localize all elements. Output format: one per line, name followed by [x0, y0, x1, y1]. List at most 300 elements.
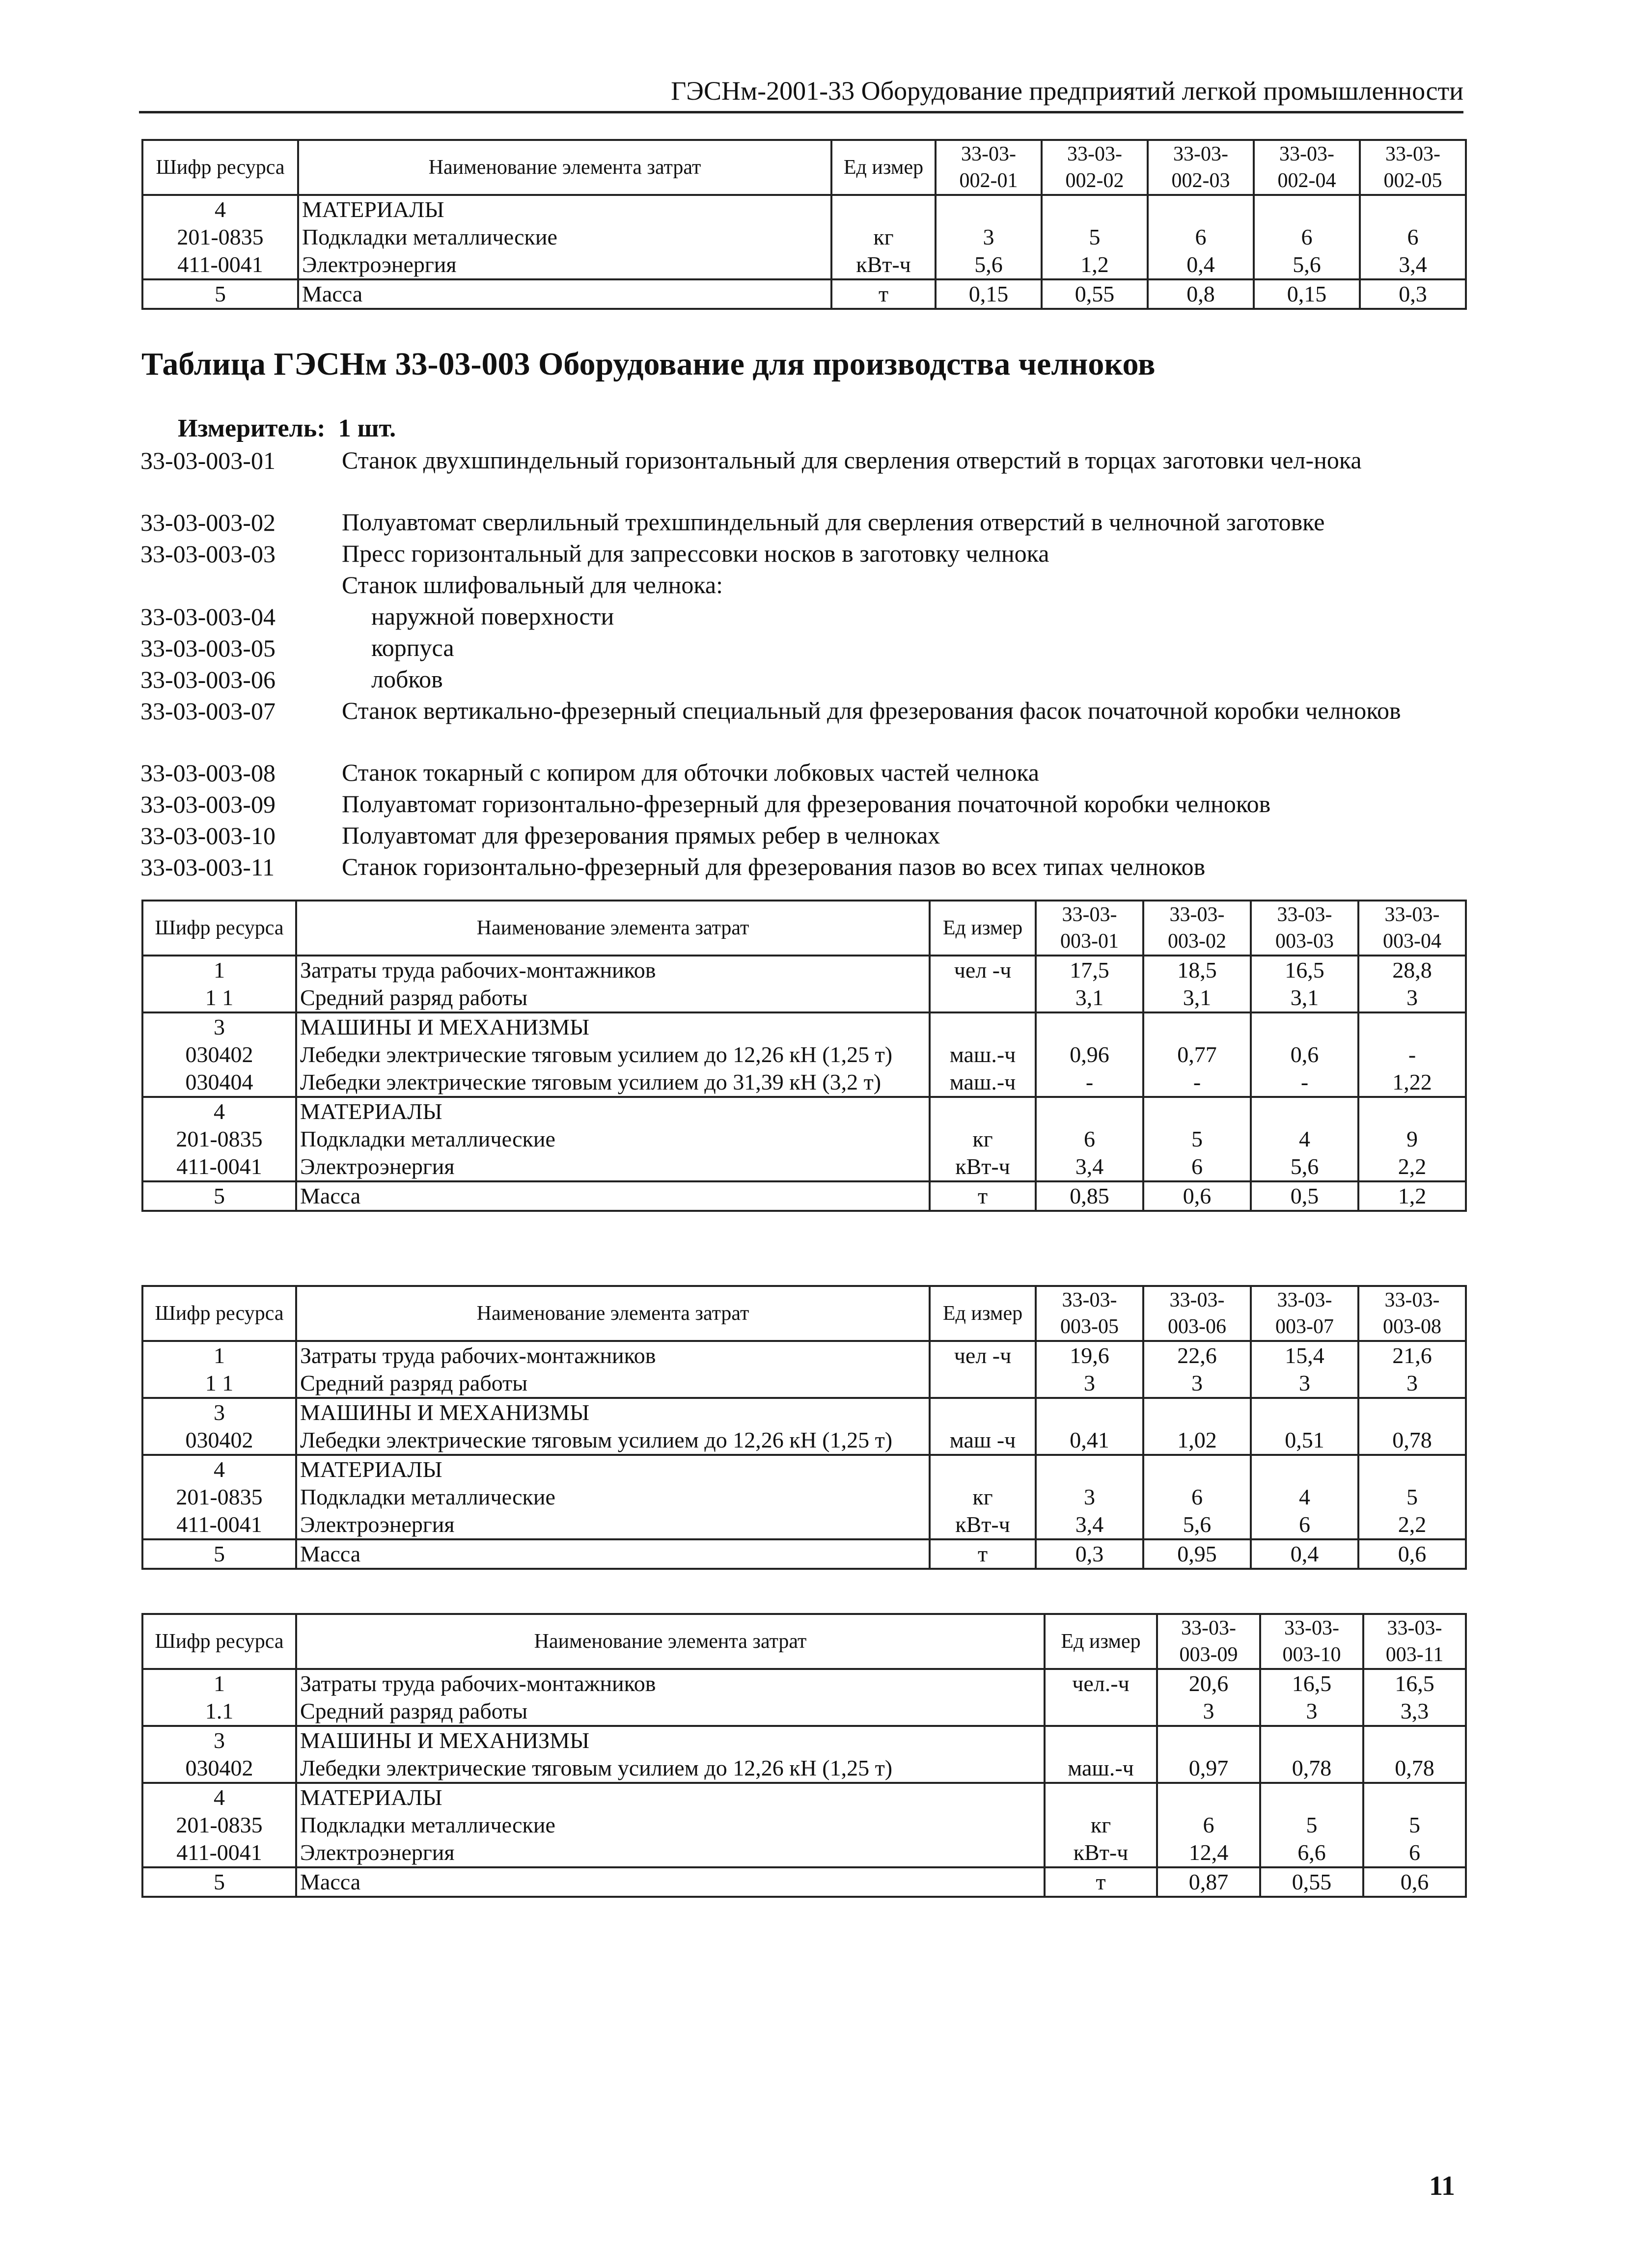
cell-unit [930, 1012, 1036, 1041]
item-description: Станок двухшпиндельный горизонтальный для сверления отверстий в торцах заготовки чел-нока [342, 446, 1362, 474]
header-column-code [1358, 901, 1466, 956]
header-column-code [1254, 140, 1360, 195]
cell-value: 4 [1251, 1125, 1358, 1153]
cell-code: 3 [142, 1012, 296, 1041]
cell-code: 030402 [142, 1041, 296, 1068]
header-column-code [1251, 1286, 1358, 1341]
cell-value: 5,6 [936, 251, 1042, 279]
cell-value [1143, 1012, 1251, 1041]
cell-value [1143, 1398, 1251, 1426]
header-rule [139, 111, 1463, 113]
cell-value: 20,6 [1157, 1669, 1260, 1697]
item-description: Станок токарный с копиром для обточки лобковых частей челнока [342, 759, 1039, 786]
header-code-suffix: 003-11 [1385, 1643, 1444, 1666]
cell-unit: кВт-ч [831, 251, 936, 279]
cell-code: 1 [142, 1341, 296, 1369]
cell-value: 15,4 [1251, 1341, 1358, 1369]
cell-value [936, 195, 1042, 223]
table-header-row [142, 901, 1466, 956]
cell-value [1363, 1783, 1466, 1811]
cell-section-heading: МАТЕРИАЛЫ [296, 1097, 930, 1125]
cell-value: 28,8 [1358, 956, 1466, 984]
cell-value: 6,6 [1260, 1839, 1363, 1867]
cell-name: Средний разряд работы [296, 1369, 930, 1398]
item-code: 33-03-003-02 [140, 509, 276, 536]
item-code: 33-03-003-08 [140, 759, 276, 787]
cell-name: Средний разряд работы [296, 1697, 1045, 1726]
header-code-suffix: 002-05 [1383, 169, 1442, 192]
cell-section-heading: МАШИНЫ И МЕХАНИЗМЫ [296, 1726, 1045, 1754]
header-code-suffix: 002-02 [1065, 169, 1124, 192]
cell-name: Масса [296, 1867, 1045, 1897]
cell-code: 1.1 [142, 1697, 296, 1726]
header-code-prefix: 33-03- [1067, 143, 1122, 165]
cell-value: 0,78 [1363, 1754, 1466, 1783]
item-description: Станок горизонтально-фрезерный для фрезерования пазов во всех типах челноков [342, 853, 1206, 880]
header-column-code [936, 140, 1042, 195]
cell-value: 9 [1358, 1125, 1466, 1153]
table-row [142, 1669, 1466, 1697]
cell-unit: кВт-ч [1045, 1839, 1157, 1867]
cell-value: 0,8 [1148, 279, 1254, 309]
item-code: 33-03-003-01 [140, 447, 276, 474]
cell-value [1143, 1097, 1251, 1125]
cell-name: Затраты труда рабочих-монтажников [296, 956, 930, 984]
header-code-suffix: 003-10 [1282, 1643, 1341, 1666]
cell-code: 201-0835 [142, 1811, 296, 1839]
cell-value: - [1251, 1068, 1358, 1097]
cell-unit [1045, 1726, 1157, 1754]
cell-unit: маш.-ч [930, 1068, 1036, 1097]
cell-section-heading: МАТЕРИАЛЫ [298, 195, 831, 223]
cell-value [1358, 1455, 1466, 1483]
cell-value: 1,2 [1358, 1181, 1466, 1211]
header-code-prefix: 33-03- [1181, 1617, 1236, 1640]
header-code-prefix: 33-03- [961, 143, 1016, 165]
header-code-prefix: 33-03- [1062, 1289, 1117, 1312]
resource-table-002 [141, 139, 1467, 310]
item-description: Станок вертикально-фрезерный специальный для фрезерования фасок початочной коробки челноков [342, 697, 1401, 724]
cell-value: - [1036, 1068, 1143, 1097]
cell-value: 3 [1036, 1369, 1143, 1398]
cell-section-heading: МАТЕРИАЛЫ [296, 1455, 930, 1483]
cell-value: 5 [1260, 1811, 1363, 1839]
cell-name: Затраты труда рабочих-монтажников [296, 1341, 930, 1369]
cell-value: 0,78 [1358, 1426, 1466, 1455]
cell-value: 0,97 [1157, 1754, 1260, 1783]
page-number: 11 [1429, 2171, 1455, 2201]
cell-value: 3 [1036, 1483, 1143, 1511]
cell-value: 19,6 [1036, 1341, 1143, 1369]
cell-value: 6 [1363, 1839, 1466, 1867]
table-row [142, 1697, 1466, 1726]
table-row [142, 1398, 1466, 1426]
header-code-suffix: 003-01 [1060, 930, 1119, 953]
cell-value: 0,51 [1251, 1426, 1358, 1455]
cell-value [1143, 1455, 1251, 1483]
cell-unit [930, 1369, 1036, 1398]
cell-value: 3 [1358, 984, 1466, 1012]
header-column-code [1036, 1286, 1143, 1341]
cell-value: 0,55 [1042, 279, 1148, 309]
cell-section-heading: МАШИНЫ И МЕХАНИЗМЫ [296, 1012, 930, 1041]
cell-value: 6 [1360, 223, 1466, 251]
meter-value: 1 шт. [338, 414, 396, 442]
header-code-suffix: 003-03 [1275, 930, 1334, 953]
cell-value: 0,6 [1358, 1539, 1466, 1569]
header-code-suffix: 003-06 [1168, 1315, 1226, 1338]
header-code-prefix: 33-03- [1277, 1289, 1332, 1312]
item-code: 33-03-003-10 [140, 822, 276, 849]
header-code-suffix: 003-02 [1168, 930, 1226, 953]
cell-unit: кВт-ч [930, 1511, 1036, 1539]
cell-value: 0,15 [936, 279, 1042, 309]
table-row [142, 1511, 1466, 1539]
header-name: Наименование элемента затрат [296, 1614, 1045, 1669]
cell-code: 030402 [142, 1426, 296, 1455]
cell-value [1157, 1783, 1260, 1811]
header-code-suffix: 003-08 [1383, 1315, 1441, 1338]
table-row [142, 1041, 1466, 1068]
cell-value [1042, 195, 1148, 223]
cell-value: - [1143, 1068, 1251, 1097]
cell-name: Подкладки металлические [296, 1483, 930, 1511]
cell-value: 0,4 [1251, 1539, 1358, 1569]
cell-name: Подкладки металлические [296, 1125, 930, 1153]
cell-value: 0,3 [1036, 1539, 1143, 1569]
header-code-prefix: 33-03- [1384, 903, 1440, 926]
cell-value [1251, 1455, 1358, 1483]
table-row [142, 251, 1466, 279]
table-row [142, 1125, 1466, 1153]
cell-value: 6 [1251, 1511, 1358, 1539]
cell-unit: маш.-ч [1045, 1754, 1157, 1783]
cell-unit [930, 1097, 1036, 1125]
cell-code: 411-0041 [142, 251, 298, 279]
cell-unit [1045, 1783, 1157, 1811]
cell-value: 16,5 [1363, 1669, 1466, 1697]
table-row [142, 1754, 1466, 1783]
cell-unit: т [930, 1539, 1036, 1569]
table-header-row [142, 1614, 1466, 1669]
header-code: Шифр ресурса [142, 140, 298, 195]
item-description: Пресс горизонтальный для запрессовки носков в заготовку челнока [342, 540, 1049, 567]
table-header-row [142, 140, 1466, 195]
cell-value: 0,3 [1360, 279, 1466, 309]
meter-line [178, 412, 396, 445]
header-column-code [1251, 901, 1358, 956]
cell-name: Лебедки электрические тяговым усилием до 12,26 кН (1,25 т) [296, 1426, 930, 1455]
table-row [142, 1726, 1466, 1754]
item-description: корпуса [371, 634, 454, 661]
header-code: Шифр ресурса [142, 901, 296, 956]
cell-value: 3 [1157, 1697, 1260, 1726]
cell-value [1251, 1097, 1358, 1125]
header-column-code [1143, 901, 1251, 956]
header-code-prefix: 33-03- [1169, 1289, 1225, 1312]
cell-value [1036, 1097, 1143, 1125]
cell-unit: т [930, 1181, 1036, 1211]
cell-unit: кг [1045, 1811, 1157, 1839]
cell-value: 3,1 [1251, 984, 1358, 1012]
cell-name: Масса [298, 279, 831, 309]
header-unit: Ед измер [831, 140, 936, 195]
cell-value: 4 [1251, 1483, 1358, 1511]
cell-code: 1 [142, 956, 296, 984]
cell-value [1157, 1726, 1260, 1754]
cell-code: 5 [142, 1867, 296, 1897]
table-row [142, 1181, 1466, 1211]
item-description: Полуавтомат сверлильный трехшпиндельный для сверления отверстий в челночной заготовке [342, 508, 1325, 536]
cell-value: 0,87 [1157, 1867, 1260, 1897]
cell-value [1358, 1012, 1466, 1041]
cell-value [1254, 195, 1360, 223]
cell-section-heading: МАШИНЫ И МЕХАНИЗМЫ [296, 1398, 930, 1426]
cell-value: 3,1 [1036, 984, 1143, 1012]
cell-name: Масса [296, 1181, 930, 1211]
cell-value [1148, 195, 1254, 223]
cell-value [1358, 1398, 1466, 1426]
item-code: 33-03-003-07 [140, 697, 276, 725]
table-row [142, 1455, 1466, 1483]
header-column-code [1157, 1614, 1260, 1669]
item-description: Станок шлифовальный для челнока: [342, 571, 723, 599]
header-code-suffix: 002-04 [1277, 169, 1336, 192]
resource-table-003-05-08 [141, 1285, 1467, 1570]
cell-value: 3,4 [1036, 1511, 1143, 1539]
header-code-suffix: 002-03 [1171, 169, 1230, 192]
table-row [142, 279, 1466, 309]
cell-code: 201-0835 [142, 1125, 296, 1153]
cell-code: 1 1 [142, 984, 296, 1012]
header-name: Наименование элемента затрат [296, 901, 930, 956]
header-code-prefix: 33-03- [1062, 903, 1117, 926]
table-header-row [142, 1286, 1466, 1341]
cell-unit: кг [831, 223, 936, 251]
cell-value [1251, 1012, 1358, 1041]
table-row [142, 1068, 1466, 1097]
cell-unit [930, 984, 1036, 1012]
item-code: 33-03-003-09 [140, 791, 276, 818]
cell-unit: кВт-ч [930, 1153, 1036, 1181]
cell-code: 4 [142, 195, 298, 223]
cell-name: Лебедки электрические тяговым усилием до 12,26 кН (1,25 т) [296, 1041, 930, 1068]
cell-value: 1,2 [1042, 251, 1148, 279]
header-column-code [1143, 1286, 1251, 1341]
header-column-code [1036, 901, 1143, 956]
cell-value: 0,55 [1260, 1867, 1363, 1897]
cell-name: Подкладки металлические [296, 1811, 1045, 1839]
cell-unit: чел -ч [930, 1341, 1036, 1369]
header-code: Шифр ресурса [142, 1614, 296, 1669]
cell-code: 4 [142, 1097, 296, 1125]
header-code-suffix: 003-04 [1383, 930, 1441, 953]
cell-code: 411-0041 [142, 1839, 296, 1867]
cell-value: 3,1 [1143, 984, 1251, 1012]
cell-value [1260, 1726, 1363, 1754]
item-description: Полуавтомат горизонтально-фрезерный для фрезерования початочной коробки челноков [342, 790, 1271, 818]
table-row [142, 1811, 1466, 1839]
cell-code: 030402 [142, 1754, 296, 1783]
cell-unit: т [1045, 1867, 1157, 1897]
cell-value: 6 [1143, 1483, 1251, 1511]
cell-code: 411-0041 [142, 1153, 296, 1181]
header-column-code [1260, 1614, 1363, 1669]
table-row [142, 1783, 1466, 1811]
cell-code: 1 [142, 1669, 296, 1697]
header-name: Наименование элемента затрат [298, 140, 831, 195]
cell-name: Подкладки металлические [298, 223, 831, 251]
cell-value: 0,6 [1143, 1181, 1251, 1211]
table-row [142, 1012, 1466, 1041]
cell-code: 201-0835 [142, 1483, 296, 1511]
cell-unit: кг [930, 1125, 1036, 1153]
header-code-suffix: 003-07 [1275, 1315, 1334, 1338]
cell-value: 6 [1157, 1811, 1260, 1839]
cell-value: 0,6 [1251, 1041, 1358, 1068]
header-code-prefix: 33-03- [1173, 143, 1228, 165]
cell-name: Лебедки электрические тяговым усилием до 31,39 кН (3,2 т) [296, 1068, 930, 1097]
cell-unit: маш -ч [930, 1426, 1036, 1455]
cell-value [1036, 1455, 1143, 1483]
cell-value [1260, 1783, 1363, 1811]
cell-value [1358, 1097, 1466, 1125]
cell-value: - [1358, 1041, 1466, 1068]
header-code: Шифр ресурса [142, 1286, 296, 1341]
header-unit: Ед измер [1045, 1614, 1157, 1669]
item-code: 33-03-003-06 [140, 666, 276, 693]
cell-code: 411-0041 [142, 1511, 296, 1539]
cell-value: 3 [1251, 1369, 1358, 1398]
cell-name: Электроэнергия [296, 1153, 930, 1181]
table-row [142, 1483, 1466, 1511]
header-code-prefix: 33-03- [1385, 143, 1440, 165]
table-row [142, 1341, 1466, 1369]
cell-value: 5,6 [1251, 1153, 1358, 1181]
cell-unit: чел.-ч [1045, 1669, 1157, 1697]
cell-unit: т [831, 279, 936, 309]
cell-value: 6 [1148, 223, 1254, 251]
cell-value: 2,2 [1358, 1153, 1466, 1181]
cell-name: Масса [296, 1539, 930, 1569]
header-unit: Ед измер [930, 1286, 1036, 1341]
cell-value: 0,96 [1036, 1041, 1143, 1068]
cell-value [1360, 195, 1466, 223]
table-row [142, 1867, 1466, 1897]
cell-name: Лебедки электрические тяговым усилием до 12,26 кН (1,25 т) [296, 1754, 1045, 1783]
cell-value: 1,22 [1358, 1068, 1466, 1097]
header-column-code [1148, 140, 1254, 195]
item-description: Полуавтомат для фрезерования прямых ребер в челноках [342, 821, 940, 849]
cell-code: 3 [142, 1398, 296, 1426]
table-row [142, 956, 1466, 984]
cell-value: 6 [1143, 1153, 1251, 1181]
meter-label: Измеритель: [178, 414, 326, 442]
header-column-code [1042, 140, 1148, 195]
cell-code: 5 [142, 1181, 296, 1211]
header-column-code [1358, 1286, 1466, 1341]
cell-value: 0,5 [1251, 1181, 1358, 1211]
header-code-suffix: 003-09 [1179, 1643, 1238, 1666]
item-description: наружной поверхности [371, 602, 614, 630]
cell-value: 0,15 [1254, 279, 1360, 309]
cell-value: 17,5 [1036, 956, 1143, 984]
cell-value: 5 [1358, 1483, 1466, 1511]
table-row [142, 1369, 1466, 1398]
cell-value: 3,4 [1360, 251, 1466, 279]
cell-value: 18,5 [1143, 956, 1251, 984]
cell-code: 1 1 [142, 1369, 296, 1398]
cell-value: 12,4 [1157, 1839, 1260, 1867]
cell-value: 0,78 [1260, 1754, 1363, 1783]
header-column-code [1363, 1614, 1466, 1669]
cell-value: 0,6 [1363, 1867, 1466, 1897]
cell-value: 0,85 [1036, 1181, 1143, 1211]
cell-unit [831, 195, 936, 223]
header-code-suffix: 002-01 [959, 169, 1018, 192]
cell-value: 5 [1042, 223, 1148, 251]
item-code: 33-03-003-03 [140, 540, 276, 568]
cell-section-heading: МАТЕРИАЛЫ [296, 1783, 1045, 1811]
cell-value: 0,41 [1036, 1426, 1143, 1455]
cell-value: 5,6 [1143, 1511, 1251, 1539]
cell-value: 5 [1143, 1125, 1251, 1153]
cell-value: 0,95 [1143, 1539, 1251, 1569]
table-title: Таблица ГЭСНм 33-03-003 Оборудование для производства челноков [141, 346, 1156, 382]
item-code: 33-03-003-05 [140, 634, 276, 662]
cell-value: 3 [1260, 1697, 1363, 1726]
header-code-prefix: 33-03- [1384, 1289, 1440, 1312]
table-row [142, 1426, 1466, 1455]
cell-name: Средний разряд работы [296, 984, 930, 1012]
cell-value: 1,02 [1143, 1426, 1251, 1455]
cell-value: 3,4 [1036, 1153, 1143, 1181]
header-code-prefix: 33-03- [1279, 143, 1334, 165]
table-row [142, 223, 1466, 251]
cell-value [1036, 1012, 1143, 1041]
cell-unit: чел -ч [930, 956, 1036, 984]
cell-value: 3 [1143, 1369, 1251, 1398]
cell-value: 3 [1358, 1369, 1466, 1398]
cell-code: 4 [142, 1783, 296, 1811]
cell-code: 5 [142, 1539, 296, 1569]
cell-code: 201-0835 [142, 223, 298, 251]
cell-unit: маш.-ч [930, 1041, 1036, 1068]
header-code-prefix: 33-03- [1387, 1617, 1442, 1640]
cell-value [1251, 1398, 1358, 1426]
cell-value: 22,6 [1143, 1341, 1251, 1369]
running-header: ГЭСНм-2001-33 Оборудование предприятий легкой промышленности [671, 76, 1463, 106]
cell-name: Электроэнергия [298, 251, 831, 279]
cell-code: 4 [142, 1455, 296, 1483]
header-code-prefix: 33-03- [1284, 1617, 1339, 1640]
cell-value: 3,3 [1363, 1697, 1466, 1726]
cell-value: 2,2 [1358, 1511, 1466, 1539]
cell-value: 16,5 [1251, 956, 1358, 984]
cell-unit [930, 1398, 1036, 1426]
cell-unit [1045, 1697, 1157, 1726]
header-code-suffix: 003-05 [1060, 1315, 1119, 1338]
item-code: 33-03-003-11 [140, 853, 275, 881]
cell-code: 5 [142, 279, 298, 309]
header-code-prefix: 33-03- [1277, 903, 1332, 926]
cell-value: 5 [1363, 1811, 1466, 1839]
table-row [142, 1097, 1466, 1125]
cell-name: Затраты труда рабочих-монтажников [296, 1669, 1045, 1697]
cell-unit [930, 1455, 1036, 1483]
table-row [142, 1839, 1466, 1867]
table-row [142, 1539, 1466, 1569]
